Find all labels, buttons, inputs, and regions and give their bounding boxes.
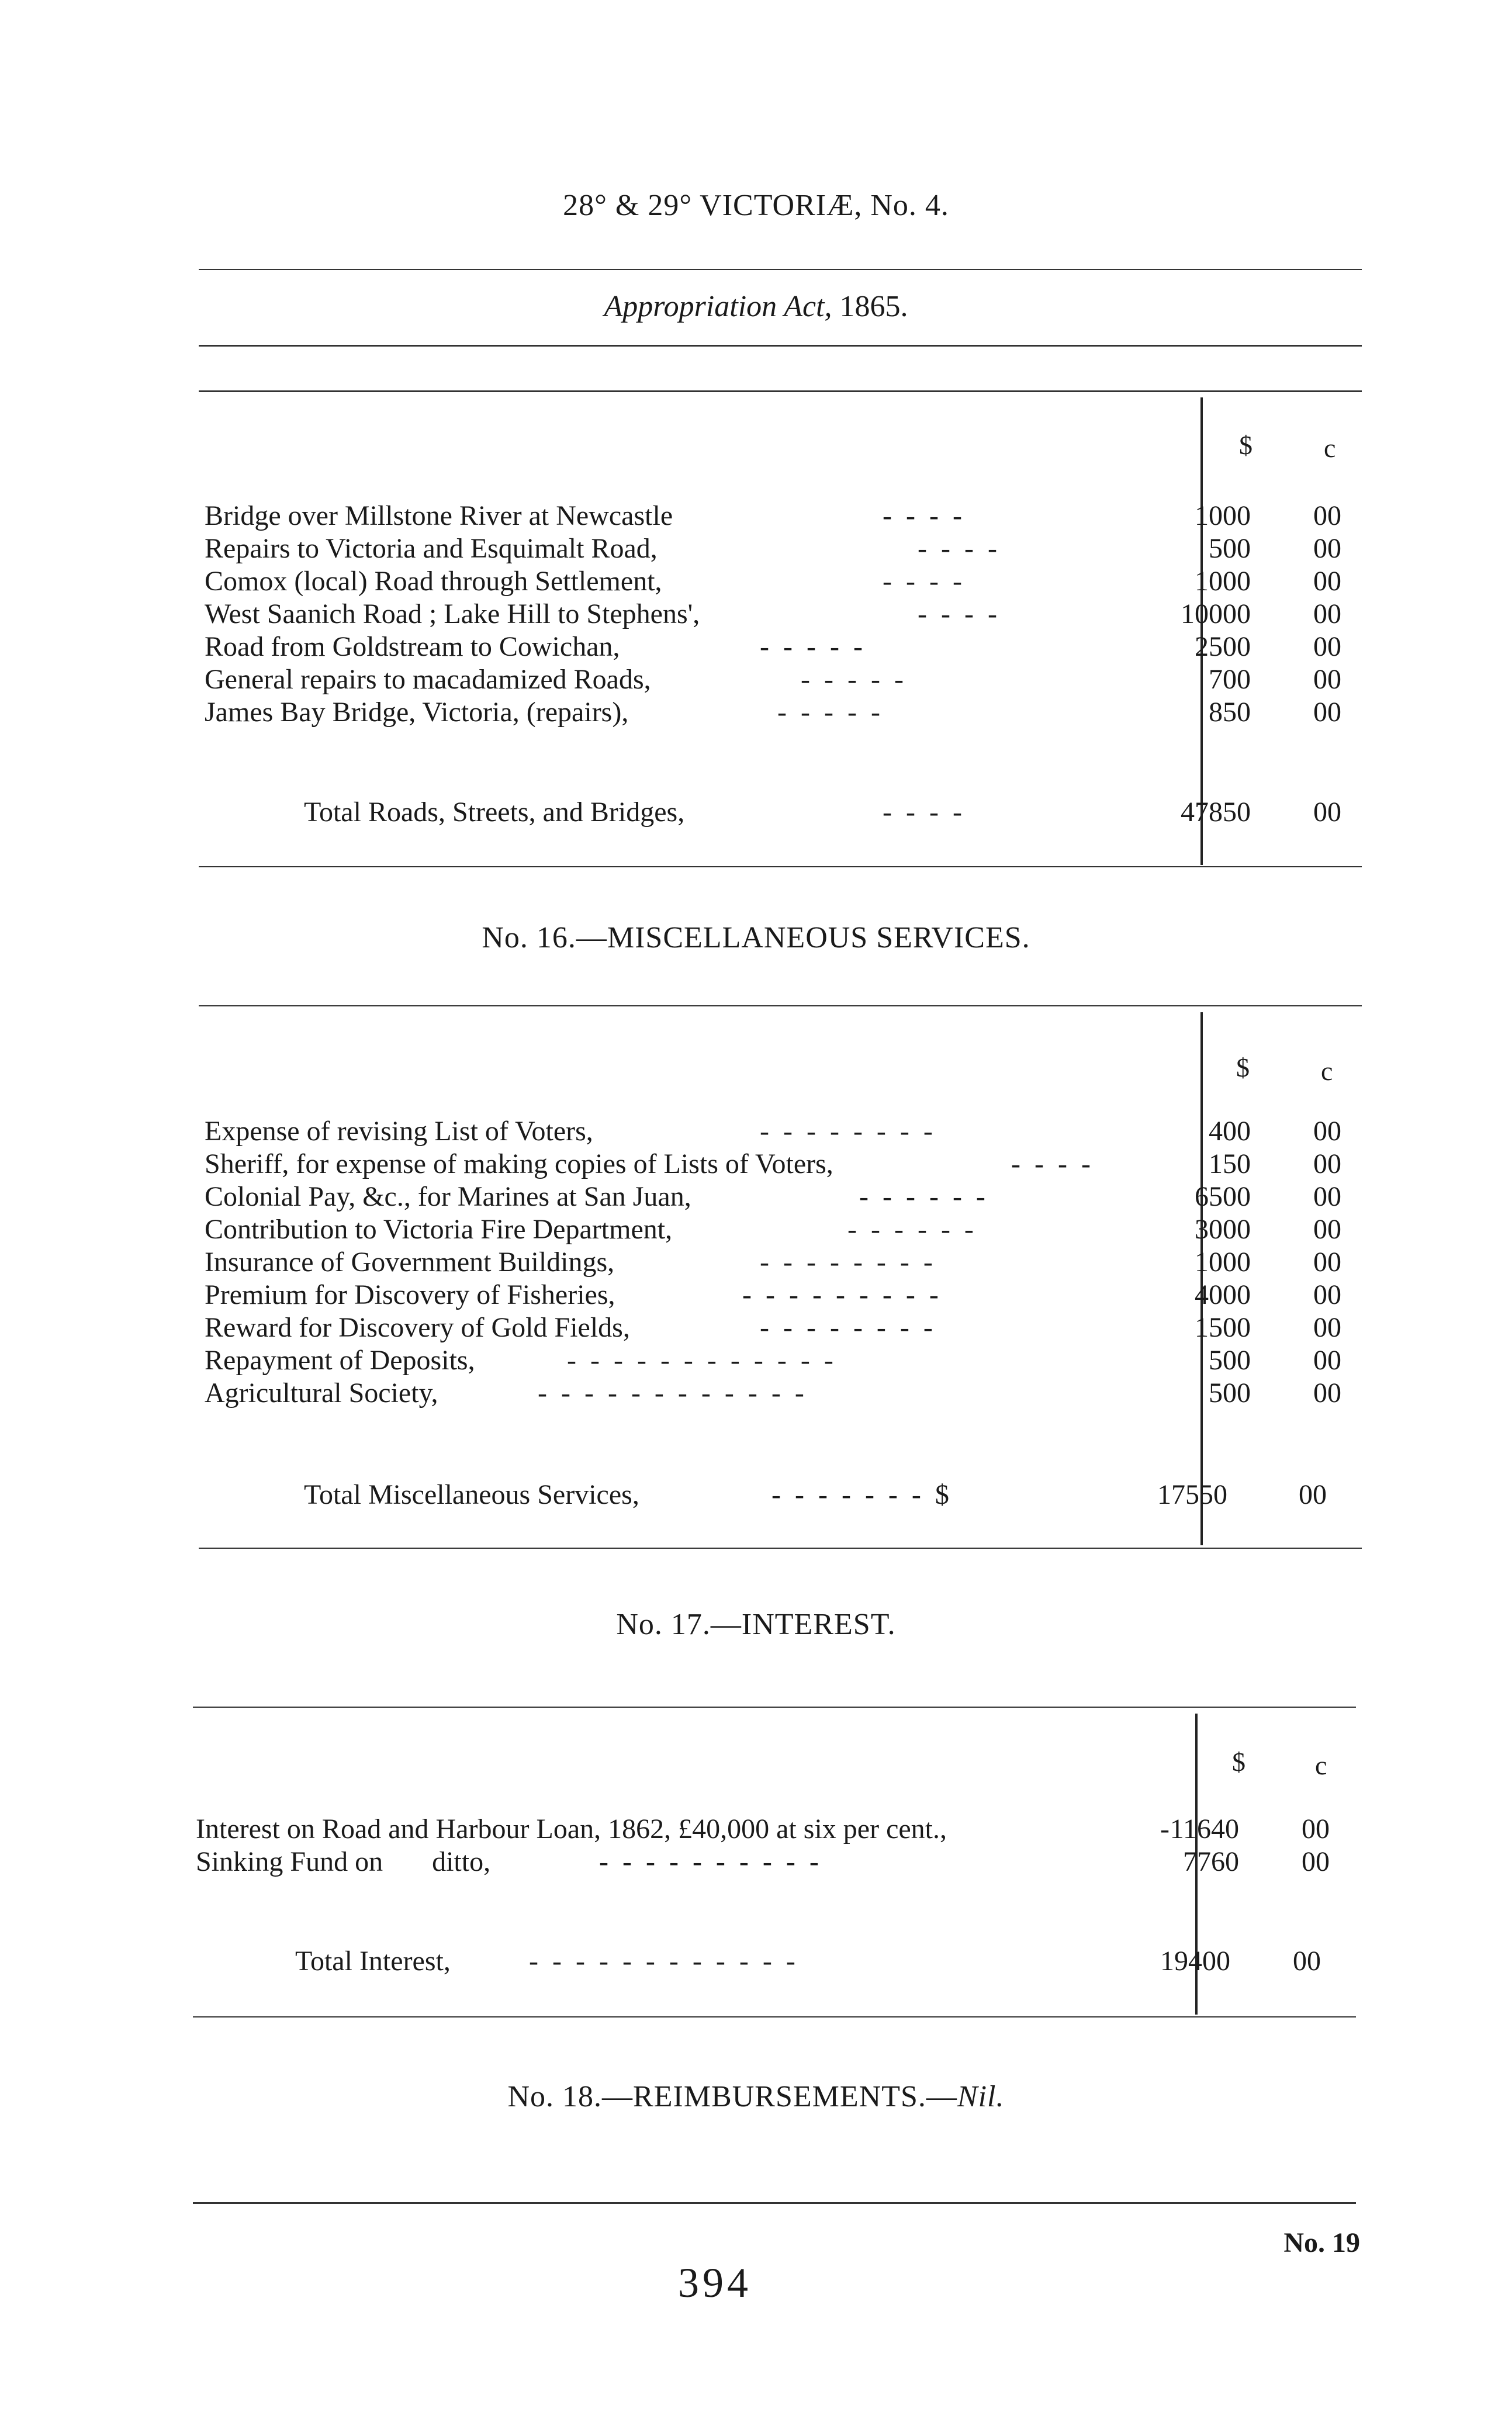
table-row xyxy=(205,598,1373,631)
row-cents: 00 xyxy=(1313,664,1341,695)
row-leader: - - - - - - - - - - - - xyxy=(567,1345,837,1376)
table-row xyxy=(205,1246,1373,1279)
row-cents: 00 xyxy=(1313,566,1341,597)
row-dollars: 11640 xyxy=(1170,1814,1239,1844)
total-label: Total Roads, Streets, and Bridges, xyxy=(304,797,685,828)
row-label: General repairs to macadamized Roads, xyxy=(205,664,651,695)
reimbursements-title-nil: Nil. xyxy=(957,2080,1005,2113)
row-leader: - - - - xyxy=(918,598,1001,629)
total-dollars: 17550 xyxy=(1157,1479,1227,1510)
row-label: Colonial Pay, &c., for Marines at San Juan, xyxy=(205,1181,691,1212)
table-row xyxy=(205,532,1373,565)
row-cents: 00 xyxy=(1313,533,1341,564)
act-title: 28° & 29° VICTORIÆ, No. 4. xyxy=(563,189,949,222)
row-dollars: 10000 xyxy=(1181,598,1251,629)
row-leader: - - - - - - xyxy=(859,1181,989,1212)
header-rule-bottom xyxy=(199,345,1362,347)
footer-rule xyxy=(193,2202,1356,2204)
row-leader: - - - - xyxy=(883,500,966,531)
interest-rule-bottom xyxy=(193,2016,1356,2017)
misc-dollar-header: $ xyxy=(1236,1053,1250,1082)
row-cents: 00 xyxy=(1313,598,1341,629)
row-leader: - - - - - - - - xyxy=(760,1116,936,1147)
row-leader: - - - - - - - - - xyxy=(742,1279,942,1310)
row-label: West Saanich Road ; Lake Hill to Stephens', xyxy=(205,598,700,629)
misc-rule-top xyxy=(199,1005,1362,1006)
row-dollars: 4000 xyxy=(1195,1279,1251,1310)
row-leader: - - - - - xyxy=(801,664,907,695)
row-label: Repayment of Deposits, xyxy=(205,1345,475,1376)
row-dollars: 500 xyxy=(1209,1378,1251,1409)
row-leader: - - - - - - - - - - xyxy=(599,1846,822,1877)
row-label: Interest on Road and Harbour Loan, 1862, £40,000 at six per cent., xyxy=(196,1814,947,1844)
total-row xyxy=(196,1945,1365,1978)
row-label: Sheriff, for expense of making copies of Lists of Voters, xyxy=(205,1148,833,1179)
row-leader: - - - - - xyxy=(760,631,866,662)
act-subtitle-year: 1865. xyxy=(839,290,908,323)
row-dollars: 1500 xyxy=(1195,1312,1251,1343)
act-subtitle-name: Appropriation Act, xyxy=(604,290,832,323)
interest-section-title: No. 17.—INTEREST. xyxy=(616,1608,896,1641)
total-dollars: 47850 xyxy=(1181,797,1251,828)
table-row xyxy=(205,1311,1373,1344)
row-leader: - - - - - - - - - - - - xyxy=(529,1946,799,1977)
row-dollars: 3000 xyxy=(1195,1214,1251,1245)
row-cents: 00 xyxy=(1302,1846,1330,1877)
table-row xyxy=(205,1279,1373,1311)
table-row xyxy=(196,1846,1365,1878)
row-dollars: 700 xyxy=(1209,664,1251,695)
table-row xyxy=(205,631,1373,663)
row-leader: - xyxy=(1160,1814,1173,1844)
table-row xyxy=(205,500,1373,532)
table-row xyxy=(205,663,1373,696)
interest-cents-header: c xyxy=(1315,1750,1327,1780)
row-cents: 00 xyxy=(1313,1378,1341,1409)
interest-rule-top xyxy=(193,1707,1356,1708)
table-row xyxy=(196,1813,1365,1846)
row-cents: 00 xyxy=(1313,1247,1341,1278)
row-cents: 00 xyxy=(1313,1214,1341,1245)
total-cents: 00 xyxy=(1313,797,1341,828)
row-dollars: 500 xyxy=(1209,1345,1251,1376)
row-cents: 00 xyxy=(1313,631,1341,662)
row-leader: - - - - - - - - xyxy=(760,1312,936,1343)
row-cents: 00 xyxy=(1313,697,1341,728)
row-label: Insurance of Government Buildings, xyxy=(205,1247,615,1278)
page-number: 394 xyxy=(678,2259,752,2306)
table-row xyxy=(205,1344,1373,1377)
total-cents: 00 xyxy=(1299,1479,1327,1510)
row-dollars: 500 xyxy=(1209,533,1251,564)
row-label: James Bay Bridge, Victoria, (repairs), xyxy=(205,697,629,728)
row-leader: - - - - - - - - - - - - xyxy=(538,1378,808,1409)
row-leader: - - - - xyxy=(918,533,1001,564)
next-section-catchword: No. 19 xyxy=(1283,2227,1360,2258)
table-row xyxy=(205,1181,1373,1213)
roads-cents-header: c xyxy=(1324,433,1336,463)
reimbursements-title xyxy=(0,2079,1512,2114)
row-cents: 00 xyxy=(1313,500,1341,531)
interest-dollar-header: $ xyxy=(1232,1747,1245,1777)
row-cents: 00 xyxy=(1313,1181,1341,1212)
row-dollars: 400 xyxy=(1209,1116,1251,1147)
row-dollars: 2500 xyxy=(1195,631,1251,662)
header-rule-top xyxy=(199,269,1362,270)
row-leader: - - - - xyxy=(883,797,966,828)
table-row xyxy=(205,565,1373,598)
table-row xyxy=(205,1377,1373,1410)
row-leader: - - - - - xyxy=(777,697,884,728)
table-row xyxy=(205,1148,1373,1181)
total-cents: 00 xyxy=(1293,1946,1321,1977)
roads-rule-bottom xyxy=(199,866,1362,867)
misc-rule-bottom xyxy=(199,1548,1362,1549)
act-subtitle xyxy=(0,289,1512,324)
row-label: Sinking Fund on ditto, xyxy=(196,1846,491,1877)
row-label: Bridge over Millstone River at Newcastle xyxy=(205,500,673,531)
row-leader: - - - - xyxy=(883,566,966,597)
misc-section-title: No. 16.—MISCELLANEOUS SERVICES. xyxy=(482,921,1030,954)
row-cents: 00 xyxy=(1313,1345,1341,1376)
row-dollars: 150 xyxy=(1209,1148,1251,1179)
row-label: Expense of revising List of Voters, xyxy=(205,1116,593,1147)
row-dollars: 1000 xyxy=(1195,566,1251,597)
row-cents: 00 xyxy=(1313,1148,1341,1179)
total-row xyxy=(205,1479,1373,1511)
roads-rule-top xyxy=(199,390,1362,392)
row-label: Contribution to Victoria Fire Department, xyxy=(205,1214,673,1245)
row-cents: 00 xyxy=(1313,1279,1341,1310)
row-leader: - - - - - - xyxy=(847,1214,977,1245)
row-cents: 00 xyxy=(1302,1814,1330,1844)
row-label: Premium for Discovery of Fisheries, xyxy=(205,1279,615,1310)
total-row xyxy=(205,796,1373,829)
row-cents: 00 xyxy=(1313,1116,1341,1147)
row-dollars: 1000 xyxy=(1195,500,1251,531)
table-row xyxy=(205,696,1373,729)
row-leader: - - - - - - - $ xyxy=(771,1479,953,1510)
total-dollars: 19400 xyxy=(1160,1946,1230,1977)
row-label: Repairs to Victoria and Esquimalt Road, xyxy=(205,533,658,564)
row-label: Road from Goldstream to Cowichan, xyxy=(205,631,620,662)
row-label: Agricultural Society, xyxy=(205,1378,438,1409)
row-leader: - - - - - - - - xyxy=(760,1247,936,1278)
total-label: Total Interest, xyxy=(295,1946,451,1977)
table-row xyxy=(205,1213,1373,1246)
row-dollars: 6500 xyxy=(1195,1181,1251,1212)
misc-cents-header: c xyxy=(1321,1056,1333,1086)
row-leader: - - - - xyxy=(1011,1148,1094,1179)
roads-dollar-header: $ xyxy=(1239,430,1252,460)
reimbursements-title-main: No. 18.—REIMBURSEMENTS.— xyxy=(507,2080,957,2113)
row-dollars: 850 xyxy=(1209,697,1251,728)
row-label: Reward for Discovery of Gold Fields, xyxy=(205,1312,630,1343)
row-dollars: 7760 xyxy=(1183,1846,1239,1877)
row-label: Comox (local) Road through Settlement, xyxy=(205,566,662,597)
total-label: Total Miscellaneous Services, xyxy=(304,1479,639,1510)
table-row xyxy=(205,1115,1373,1148)
row-cents: 00 xyxy=(1313,1312,1341,1343)
row-dollars: 1000 xyxy=(1195,1247,1251,1278)
